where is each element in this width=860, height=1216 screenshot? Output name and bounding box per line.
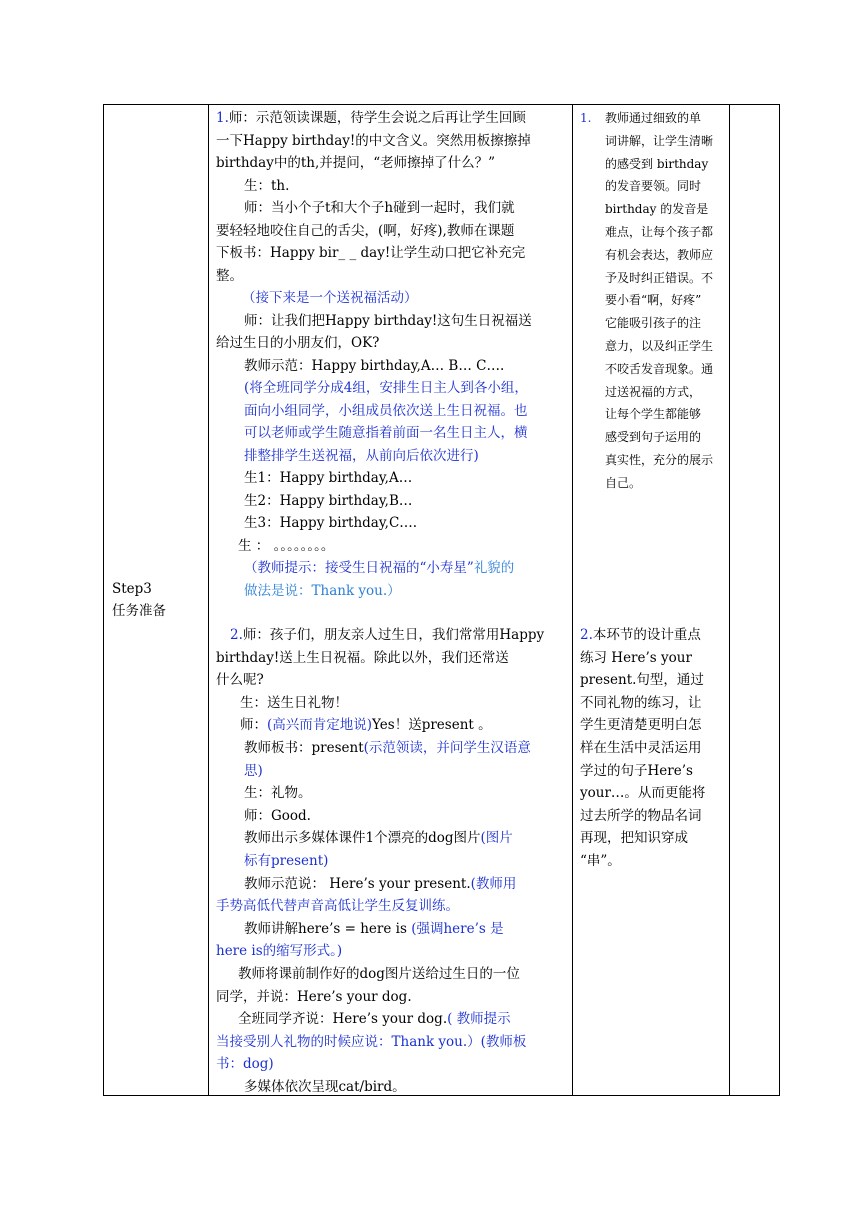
text-line: 当接受别人礼物的时候应说：Thank you.）(教师板	[216, 1033, 527, 1050]
text-line: 可以老师或学生随意指着前面一名生日主人，横	[244, 425, 528, 441]
note-line: 自己。	[605, 475, 642, 490]
note-line: 词讲解，让学生清晰	[605, 133, 714, 148]
note-line: 难点，让每个孩子都	[605, 224, 714, 239]
text-line: 做法是说：Thank you.）	[244, 582, 401, 599]
text-line: 要轻轻地咬住自己的舌尖，(啊，好疼),教师在课题	[216, 222, 515, 239]
text-line: 生2：Happy birthday,B…	[244, 492, 413, 509]
text-line: 生：th.	[244, 177, 290, 194]
text-line: 思)	[244, 762, 263, 779]
note-line: 学生更清楚更明白怎	[580, 717, 702, 734]
text-line: birthday中的th,并提问，“老师擦掉了什么？”	[216, 155, 496, 171]
text-span: Yes！送present 。	[372, 717, 492, 734]
text-span: 教师讲解here’s = here is	[244, 920, 412, 937]
text-line: 生：礼物。	[244, 785, 312, 802]
note-number: 1.	[580, 111, 592, 125]
note-line: 感受到句子运用的	[605, 430, 702, 445]
note-line: 样在生活中灵活运用	[580, 739, 702, 756]
note-line: 要小看“啊，好疼”	[605, 293, 702, 308]
text-span: (教师用	[470, 875, 517, 892]
procedure-section-1	[216, 107, 568, 602]
step-number: Step3	[112, 581, 152, 597]
note-line: 不同礼物的练习，让	[580, 694, 702, 711]
text-span: 教师板书：present	[244, 739, 364, 756]
text-span: 礼貌的	[473, 560, 515, 576]
note-line: 有机会表达，教师应	[605, 247, 714, 262]
text-line: 师：示范领读课题，待学生会说之后再让学生回顾	[228, 110, 526, 126]
text-span: (强调here’s 是	[411, 920, 504, 937]
text-line: 整。	[216, 267, 243, 284]
text-line: 师：Good.	[244, 807, 311, 824]
text-line: 师：让我们把Happy birthday!这句生日祝福送	[244, 312, 532, 329]
lesson-plan-table	[103, 104, 780, 1096]
note-line: 学过的句子Here’s	[580, 762, 693, 779]
note-line: 予及时纠正错误。不	[605, 270, 714, 285]
text-line: 教师示范：Happy birthday,A… B… C….	[244, 357, 505, 374]
text-line: （接下来是一个送祝福活动）	[242, 290, 418, 306]
note-number: 2.	[580, 627, 593, 643]
text-span: 师：	[240, 717, 267, 734]
note-line: birthday 的发音是	[605, 202, 709, 217]
text-line: 生：送生日礼物！	[240, 694, 348, 711]
text-line: 面向小组同学，小组成员依次送上生日祝福。也	[244, 402, 528, 419]
note-line: 过去所学的物品名词	[580, 807, 702, 824]
note-line: 的感受到 birthday	[605, 156, 709, 171]
text-line: 书：dog)	[216, 1056, 274, 1073]
text-span: 教师示范说： Here’s your present.	[244, 875, 471, 892]
text-line: birthday!送上生日祝福。除此以外，我们还常送	[216, 649, 509, 666]
note-line: 再现，把知识穿成	[580, 830, 688, 847]
text-line: 手势高低代替声音高低让学生反复训练。	[216, 898, 459, 915]
item-number: 1.	[216, 110, 229, 126]
text-span: （教师提示：接受生日祝福的“小寿星”	[244, 560, 474, 576]
note-line: your…。从而更能将	[580, 785, 706, 802]
text-line: 下板书：Happy bir_ _ day!让学生动口把它补充完	[216, 245, 526, 261]
text-line: 标有present)	[244, 852, 329, 869]
text-line: 生1：Happy birthday,A…	[244, 470, 413, 486]
note-line: 真实性，充分的展示	[605, 452, 714, 467]
column-divider	[729, 105, 730, 1095]
design-note-1	[580, 107, 724, 495]
text-line: 师：当小个子t和大个子h碰到一起时，我们就	[244, 200, 515, 216]
note-line: 练习 Here’s your	[580, 649, 692, 666]
column-divider	[572, 105, 573, 1095]
step-title: 任务准备	[112, 603, 166, 619]
text-line: 生3：Happy birthday,C….	[244, 515, 418, 531]
text-line: 同学，并说：Here’s your dog.	[216, 988, 412, 1005]
text-line: 多媒体依次呈现cat/bird。	[244, 1078, 406, 1095]
text-line: 一下Happy birthday!的中文含义。突然用板擦擦掉	[216, 132, 531, 149]
text-span: (图片	[480, 830, 513, 847]
note-line: 让每个学生都能够	[605, 407, 702, 422]
note-line: 2.本环节的设计重点	[580, 627, 701, 643]
column-divider	[208, 105, 209, 1095]
text-line: 师：孩子们，朋友亲人过生日，我们常常用Happy	[242, 627, 545, 643]
text-line: (将全班同学分成4组，安排生日主人到各小组，	[244, 380, 528, 396]
note-line: 它能吸引孩子的注	[605, 316, 702, 331]
note-line: 不咬舌发音现象。通	[605, 361, 714, 376]
note-line: 的发音要领。同时	[605, 179, 702, 194]
text-line: 教师将课前制作好的dog图片送给过生日的一位	[238, 965, 520, 982]
text-span: 教师出示多媒体课件1个漂亮的dog图片	[244, 830, 481, 847]
item-number: 2.	[230, 627, 243, 643]
text-line: here is的缩写形式。)	[216, 943, 343, 960]
text-span: (高兴而肯定地说)	[267, 717, 373, 734]
design-note-2	[580, 624, 724, 873]
text-span: 全班同学齐说：Here’s your dog.	[238, 1011, 448, 1028]
note-line: “串”。	[580, 852, 621, 869]
procedure-section-2	[216, 624, 568, 1098]
text-line: 排整排学生送祝福，从前向后依次进行)	[244, 447, 479, 464]
note-line: 过送祝福的方式，	[605, 384, 702, 399]
text-span: (示范领读，并问学生汉语意	[363, 739, 531, 756]
text-line: 生 ： 。。。。。。。。	[238, 537, 335, 554]
note-line: 意力，以及纠正学生	[605, 338, 714, 353]
text-line: 什么呢?	[216, 672, 264, 689]
text-span: ( 教师提示	[447, 1011, 511, 1028]
note-line: present.句型，通过	[580, 672, 704, 689]
text-line: 给过生日的小朋友们，OK?	[216, 335, 380, 351]
step-label	[112, 578, 166, 622]
note-line: 教师通过细致的单	[605, 111, 702, 125]
